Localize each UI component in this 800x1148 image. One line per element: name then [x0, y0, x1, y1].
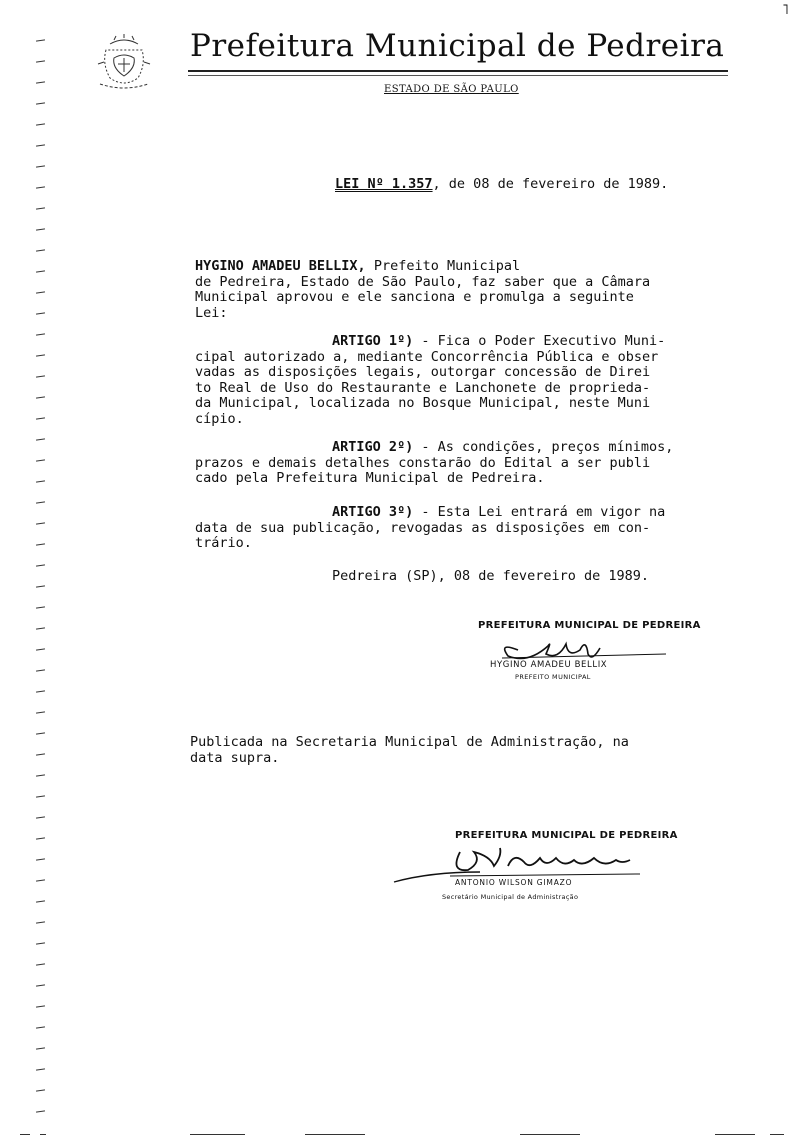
- margin-dash: [36, 543, 45, 545]
- municipal-crest-icon: [96, 34, 152, 92]
- margin-dash: [36, 690, 45, 692]
- mayor-stamp-name: HYGINO AMADEU BELLIX: [490, 660, 608, 670]
- margin-dash: [36, 879, 45, 881]
- margin-dash: [36, 816, 45, 818]
- margin-dash: [36, 858, 45, 860]
- margin-dash: [36, 732, 45, 734]
- margin-dash: [36, 900, 45, 902]
- margin-dash: [36, 228, 45, 230]
- article-1: [195, 334, 735, 428]
- bottom-dash: [715, 1134, 755, 1135]
- margin-dash: [36, 144, 45, 146]
- law-heading: [335, 176, 668, 192]
- org-title: Prefeitura Municipal de Pedreira: [190, 28, 725, 64]
- mayor-stamp-role: PREFEITO MUNICIPAL: [515, 673, 591, 681]
- margin-dash: [36, 291, 45, 293]
- article-2-label: ARTIGO 2º): [332, 439, 414, 455]
- mayor-name: HYGINO AMADEU BELLIX,: [195, 258, 366, 274]
- margin-dash: [36, 249, 45, 251]
- law-date: , de 08 de fevereiro de 1989.: [432, 176, 669, 192]
- margin-dash: [36, 921, 45, 923]
- margin-dash: [36, 942, 45, 944]
- article-2: [195, 440, 735, 487]
- bottom-dash: [520, 1134, 580, 1135]
- margin-dash: [36, 522, 45, 524]
- margin-dash: [36, 1005, 45, 1007]
- margin-dash: [36, 564, 45, 566]
- title-rule: [188, 70, 728, 72]
- margin-dash: [36, 60, 45, 62]
- margin-dash: [36, 606, 45, 608]
- secretary-stamp-heading: PREFEITURA MUNICIPAL DE PEDREIRA: [455, 830, 678, 841]
- margin-dash: [36, 1026, 45, 1028]
- preamble-paragraph: [195, 259, 735, 321]
- bottom-dash: [305, 1134, 365, 1135]
- margin-dash: [36, 459, 45, 461]
- margin-dash: [36, 207, 45, 209]
- margin-dash: [36, 333, 45, 335]
- margin-dash: [36, 795, 45, 797]
- margin-dash: [36, 711, 45, 713]
- margin-dash: [36, 123, 45, 125]
- secretary-stamp-name: ANTONIO WILSON GIMAZO: [455, 878, 573, 887]
- article-2-text: - As condições, preços mínimos, prazos e demais detalhes constarão do Edital a ser publi cado pela Prefeitura Municipal de Pedreira.: [195, 439, 674, 487]
- margin-dash: [36, 438, 45, 440]
- margin-dash: [36, 375, 45, 377]
- margin-dash: [36, 585, 45, 587]
- article-1-text: - Fica o Poder Executivo Muni- cipal autorizado a, mediante Concorrência Pública e obser vadas as disposições legais, outorgar concessão de Direi to Real de Uso do Restaurante e Lanchonete de proprieda- da Municipal, localizada no Bosque Municipal, neste Muni cípio.: [195, 333, 666, 427]
- margin-dash: [36, 1068, 45, 1070]
- margin-dash: [36, 39, 45, 41]
- margin-dash: [36, 753, 45, 755]
- margin-dash: [36, 102, 45, 104]
- margin-dash: [36, 354, 45, 356]
- article-3-label: ARTIGO 3º): [332, 504, 414, 520]
- margin-dash: [36, 396, 45, 398]
- article-1-label: ARTIGO 1º): [332, 333, 414, 349]
- place-date: Pedreira (SP), 08 de fevereiro de 1989.: [332, 568, 649, 584]
- margin-dash: [36, 480, 45, 482]
- margin-dash: [36, 984, 45, 986]
- article-3-text: - Esta Lei entrará em vigor na data de sua publicação, revogadas as disposições em con- trário.: [195, 504, 666, 552]
- bottom-dash: [20, 1134, 30, 1135]
- margin-dash: [36, 312, 45, 314]
- bottom-dash: [770, 1134, 784, 1135]
- margin-dash: [36, 1110, 45, 1112]
- title-rule-secondary: [188, 75, 728, 76]
- margin-dash: [36, 774, 45, 776]
- margin-dash: [36, 837, 45, 839]
- margin-dash: [36, 501, 45, 503]
- margin-dash: [36, 186, 45, 188]
- publication-note: Publicada na Secretaria Municipal de Administração, na data supra.: [190, 734, 629, 766]
- org-state: ESTADO DE SÃO PAULO: [384, 84, 519, 95]
- margin-dash: [36, 270, 45, 272]
- bottom-marks: [0, 1134, 800, 1142]
- law-number: LEI Nº 1.357: [335, 176, 433, 192]
- margin-dash: [36, 963, 45, 965]
- margin-marks: [36, 40, 56, 1130]
- margin-dash: [36, 165, 45, 167]
- preamble-text: Prefeito Municipal de Pedreira, Estado de São Paulo, faz saber que a Câmara Municipal aprovou e ele sanciona e promulga a seguinte Lei:: [195, 258, 651, 321]
- margin-dash: [36, 1089, 45, 1091]
- article-3: [195, 505, 735, 552]
- margin-dash: [36, 1047, 45, 1049]
- mayor-stamp-heading: PREFEITURA MUNICIPAL DE PEDREIRA: [478, 620, 701, 631]
- margin-dash: [36, 669, 45, 671]
- secretary-stamp-role: Secretário Municipal de Administração: [442, 893, 579, 901]
- margin-dash: [36, 81, 45, 83]
- bottom-dash: [40, 1134, 46, 1135]
- corner-mark: ˥: [782, 2, 789, 18]
- margin-dash: [36, 417, 45, 419]
- margin-dash: [36, 627, 45, 629]
- margin-dash: [36, 648, 45, 650]
- bottom-dash: [190, 1134, 245, 1135]
